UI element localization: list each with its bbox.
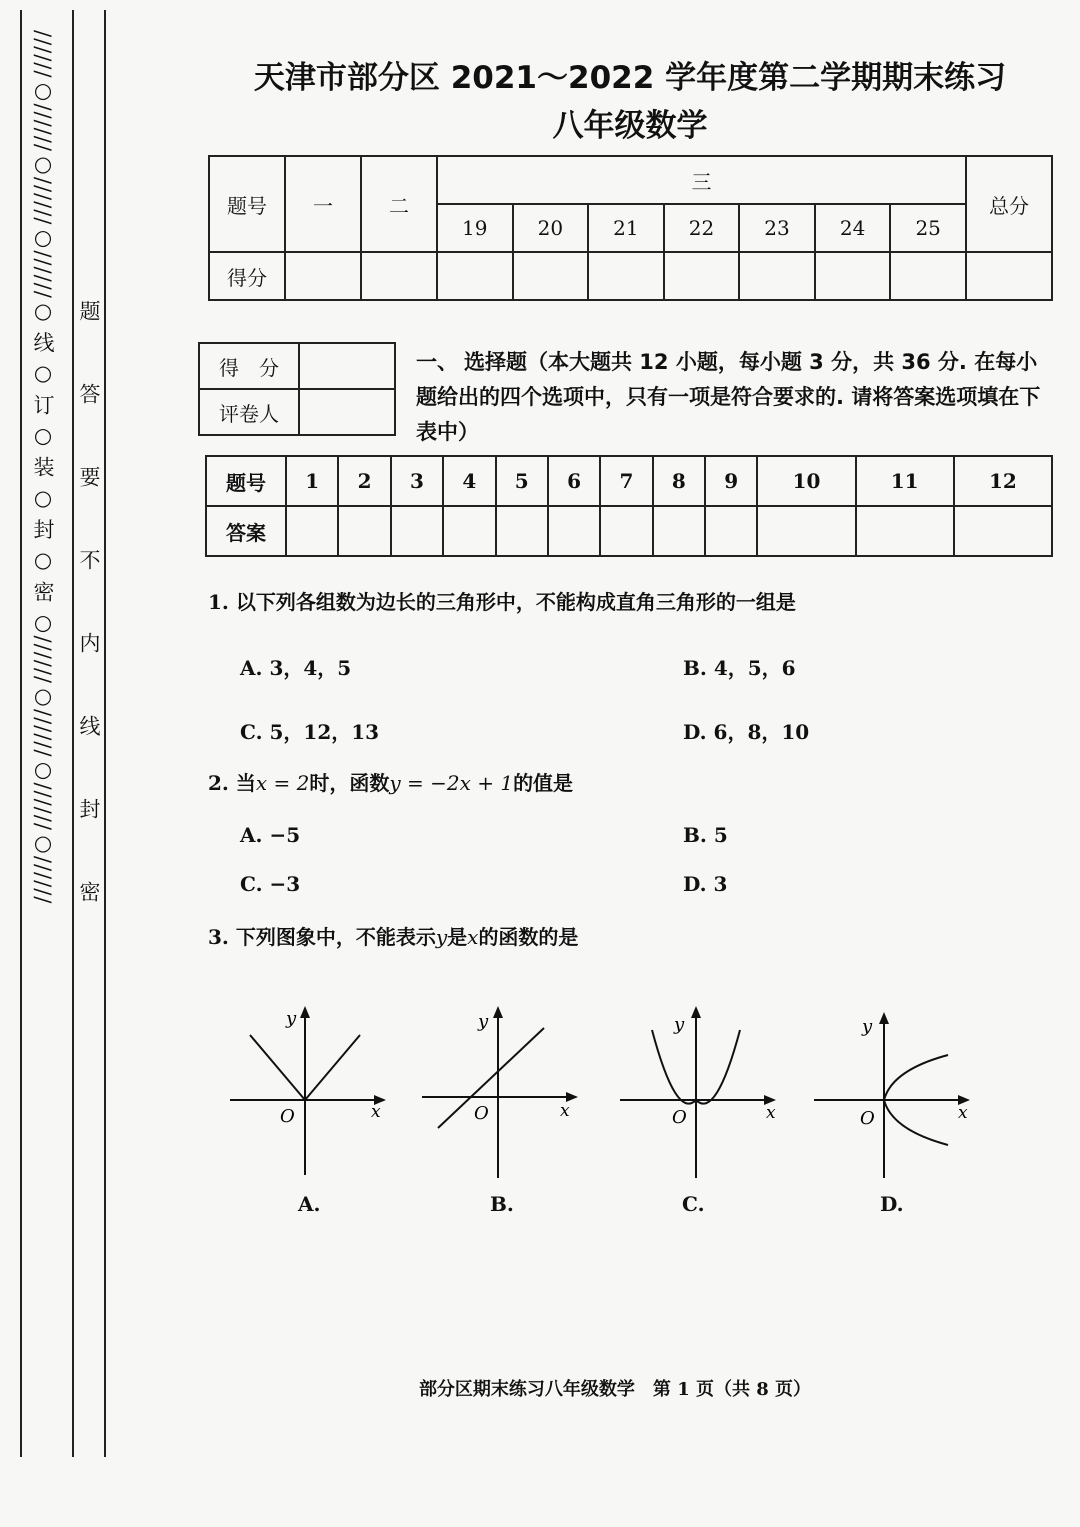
graph-b-y-label: y (478, 1011, 489, 1032)
answer-number-1: 1 (286, 456, 338, 506)
question-2-prefix: 2. 当 (208, 771, 256, 795)
score-cell[interactable] (890, 252, 966, 300)
exam-title: 天津市部分区 2021～2022 学年度第二学期期末练习 (253, 60, 1007, 96)
section-1-text: 选择题（本大题共 12 小题，每小题 3 分，共 36 分. 在每小题给出的四个选项中，只有一项是符合要求的. 请将答案选项填在下表中） (416, 350, 1041, 444)
answer-number-5: 5 (496, 456, 548, 506)
graph-d-origin: O (860, 1108, 875, 1129)
question-2-stem (208, 767, 573, 796)
score-part-1: 一 (285, 156, 361, 252)
question-3-prefix: 3. 下列图象中，不能表示 (208, 925, 436, 949)
graph-d (812, 1000, 992, 1185)
answer-number-7: 7 (600, 456, 652, 506)
score-total-label: 总分 (966, 156, 1052, 252)
graph-d-y-label: y (862, 1016, 873, 1037)
question-2-mid: 时，函数 (309, 771, 390, 795)
answer-cell[interactable] (496, 506, 548, 556)
section-1-number: 一、 (416, 350, 458, 374)
margin-line-right (104, 10, 106, 1457)
question-3-mid: 是 (447, 925, 468, 949)
question-2-option-a: A. −5 (240, 823, 301, 847)
graph-a-y-label: y (286, 1008, 297, 1029)
score-cell[interactable] (513, 252, 589, 300)
graph-a-label: A. (298, 1192, 321, 1216)
question-2-suffix: 的值是 (513, 771, 574, 795)
margin-line-mid (72, 10, 74, 1457)
answer-cell[interactable] (954, 506, 1052, 556)
graph-b-origin: O (474, 1103, 489, 1124)
graph-d-x-label: x (958, 1103, 968, 1123)
score-table-header-label: 题号 (209, 156, 285, 252)
score-cell[interactable] (739, 252, 815, 300)
score-row-label: 得分 (209, 252, 285, 300)
grader-score-label: 得 分 (199, 343, 299, 389)
grader-name-label: 评卷人 (199, 389, 299, 435)
question-3-var-y: y (435, 925, 448, 949)
graph-c-label: C. (682, 1192, 705, 1216)
graph-d-label: D. (880, 1192, 904, 1216)
section-1-heading (416, 345, 1056, 450)
question-2-option-b: B. 5 (683, 823, 728, 847)
question-3-stem (208, 921, 578, 950)
answer-table-header-label: 题号 (206, 456, 286, 506)
answer-cell[interactable] (757, 506, 855, 556)
margin-line-left (20, 10, 22, 1457)
answer-cell[interactable] (338, 506, 390, 556)
question-1-option-a: A. 3，4，5 (240, 656, 352, 680)
score-sub-19: 19 (437, 204, 513, 252)
graph-a-x-label: x (371, 1102, 381, 1122)
score-sub-23: 23 (739, 204, 815, 252)
score-cell[interactable] (966, 252, 1052, 300)
answer-number-9: 9 (705, 456, 757, 506)
score-sub-22: 22 (664, 204, 740, 252)
exam-subject: 八年级数学 (552, 108, 708, 144)
answer-cell[interactable] (391, 506, 443, 556)
question-2-condition: x = 2 (255, 771, 310, 795)
score-sub-20: 20 (513, 204, 589, 252)
answer-row-label: 答案 (206, 506, 286, 556)
answer-number-10: 10 (757, 456, 855, 506)
answer-cell[interactable] (286, 506, 338, 556)
answer-table (205, 455, 1053, 557)
page-footer: 部分区期末练习八年级数学 第 1 页（共 8 页） (418, 1379, 812, 1400)
answer-number-2: 2 (338, 456, 390, 506)
graph-c-x-label: x (766, 1103, 776, 1123)
answer-number-3: 3 (391, 456, 443, 506)
score-table (208, 155, 1053, 301)
graph-a (228, 1000, 408, 1185)
answer-cell[interactable] (705, 506, 757, 556)
graph-c-origin: O (672, 1107, 687, 1128)
graph-b (420, 1000, 600, 1185)
question-2-option-c: C. −3 (240, 872, 301, 896)
graph-b-y-arrow (493, 1006, 503, 1018)
grader-box (198, 342, 396, 436)
answer-number-6: 6 (548, 456, 600, 506)
grader-score-cell[interactable] (299, 343, 395, 389)
question-1-option-d: D. 6，8，10 (683, 720, 810, 744)
score-cell[interactable] (664, 252, 740, 300)
binding-margin-inner-text: 题答要不内线封密 (77, 300, 101, 964)
answer-cell[interactable] (443, 506, 495, 556)
answer-number-11: 11 (856, 456, 954, 506)
score-sub-24: 24 (815, 204, 891, 252)
question-1-option-c: C. 5，12，13 (240, 720, 380, 744)
answer-number-8: 8 (653, 456, 705, 506)
score-cell[interactable] (437, 252, 513, 300)
score-cell[interactable] (815, 252, 891, 300)
score-cell[interactable] (285, 252, 361, 300)
question-2-option-d: D. 3 (683, 872, 728, 896)
graph-a-y-arrow (300, 1006, 310, 1018)
answer-number-4: 4 (443, 456, 495, 506)
answer-cell[interactable] (600, 506, 652, 556)
answer-cell[interactable] (548, 506, 600, 556)
score-part-2: 二 (361, 156, 437, 252)
graph-c-y-label: y (674, 1014, 685, 1035)
question-3-suffix: 的函数的是 (478, 925, 579, 949)
score-cell[interactable] (361, 252, 437, 300)
graph-c (618, 1000, 798, 1185)
score-cell[interactable] (588, 252, 664, 300)
graph-b-x-label: x (560, 1101, 570, 1121)
score-sub-25: 25 (890, 204, 966, 252)
graph-d-y-arrow (879, 1012, 889, 1024)
question-1-stem: 1. 以下列各组数为边长的三角形中，不能构成直角三角形的一组是 (208, 590, 796, 614)
grader-name-cell[interactable] (299, 389, 395, 435)
question-2-function: y = −2x + 1 (389, 771, 514, 795)
graph-b-curve (438, 1028, 544, 1128)
binding-margin-outer-text: //////○//////○//////○//////○ 线 ○ 订 ○ 装 ○ 封 ○ 密 ○//////○//////○//////○////// (31, 30, 55, 905)
graph-c-y-arrow (691, 1006, 701, 1018)
graph-b-label: B. (490, 1192, 514, 1216)
graph-a-origin: O (280, 1106, 295, 1127)
answer-cell[interactable] (856, 506, 954, 556)
answer-number-12: 12 (954, 456, 1052, 506)
answer-cell[interactable] (653, 506, 705, 556)
score-part-3: 三 (437, 156, 966, 204)
question-3-var-x: x (467, 925, 479, 949)
score-sub-21: 21 (588, 204, 664, 252)
question-1-option-b: B. 4，5，6 (683, 656, 796, 680)
